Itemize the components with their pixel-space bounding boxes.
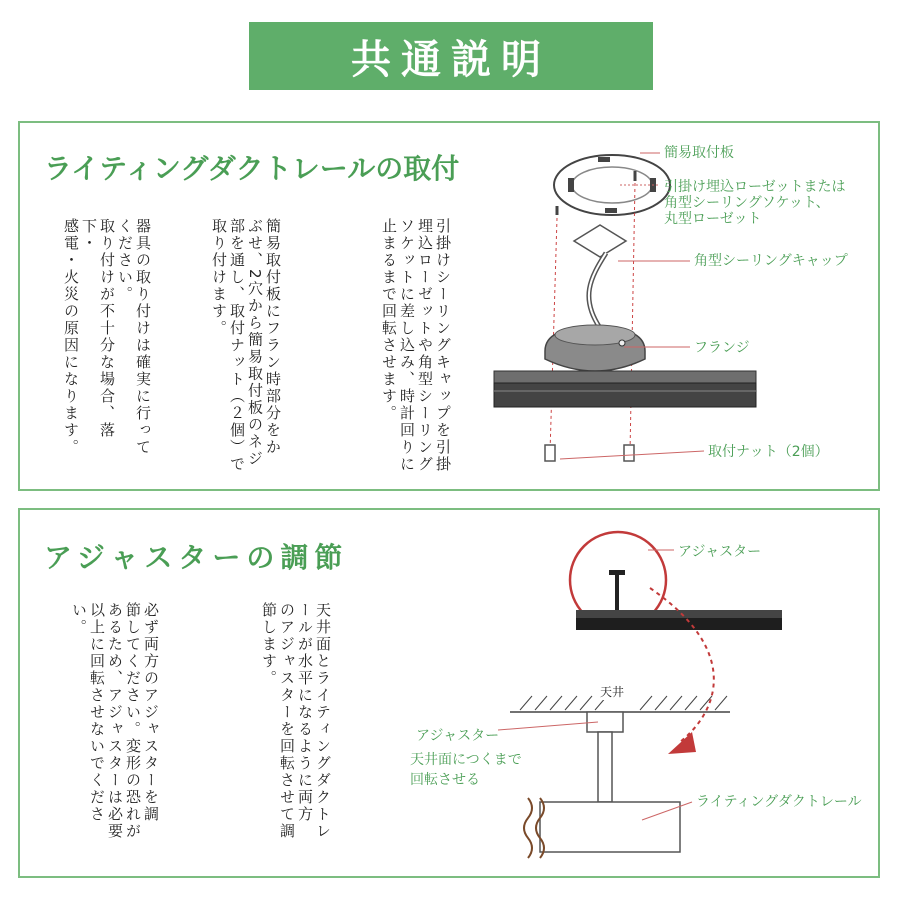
label-rosette: 引掛け埋込ローゼットまたは bbox=[664, 179, 846, 195]
arrow-head-icon bbox=[668, 732, 696, 754]
nut-icon bbox=[545, 445, 634, 461]
section2-title: アジャスターの調節 bbox=[44, 541, 349, 574]
label-nut: 取付ナット（2個） bbox=[708, 444, 829, 460]
label-plate: 簡易取付板 bbox=[664, 145, 734, 161]
adjuster-bolt-icon bbox=[609, 570, 625, 614]
label-ceiling: 天井 bbox=[600, 685, 625, 699]
label-adjuster: アジャスター bbox=[416, 728, 500, 744]
rail-installation-diagram bbox=[20, 123, 878, 489]
label-rotate: 天井面につくまで bbox=[410, 752, 522, 768]
label-adjuster-top: アジャスター bbox=[678, 544, 762, 560]
label-rail: ライティングダクトレール bbox=[696, 794, 862, 810]
section1-title: ライティングダクトレールの取付 bbox=[44, 152, 460, 185]
section2-step-text: 天井面とライティングダクトレ ールが水平になるように両方 のアジャスターを回転させて調 節します。 bbox=[260, 602, 332, 840]
label-rosette: 角型シーリングソケット、 bbox=[664, 195, 830, 211]
header-title: 共通説明 bbox=[351, 36, 551, 83]
label-rosette: 丸型ローゼット bbox=[664, 211, 762, 227]
ceiling-cap-icon bbox=[574, 225, 626, 328]
rail-section-icon bbox=[524, 798, 680, 858]
duct-rail-icon bbox=[494, 371, 756, 407]
section-rail-installation bbox=[18, 121, 880, 491]
label-ceiling-cap: 角型シーリングキャップ bbox=[694, 253, 848, 269]
header-banner bbox=[249, 22, 653, 90]
section1-warning-text: 器具の取り付けは確実に行って ください。 取り付けが不十分な場合、落下・ 感電・火災の原因になります。 bbox=[62, 218, 152, 456]
adjuster-diagram bbox=[20, 510, 878, 876]
adjuster-icon bbox=[587, 712, 623, 802]
rail-icon bbox=[576, 610, 782, 630]
section-adjuster bbox=[18, 508, 880, 878]
label-flange: フランジ bbox=[694, 340, 750, 356]
section2-warning-text: 必ず両方のアジャスターを調 節してください。変形の恐れが あるため、アジャスターは必要 以上に回転させないでくださ い。 bbox=[70, 602, 160, 840]
flange-icon bbox=[545, 325, 645, 371]
section1-step-text: 引掛けシーリングキャップを引掛 埋込ローゼットや角型シーリング ソケットに差し込み、時計回りに 止まるまで回転させます。 bbox=[380, 218, 452, 473]
label-rotate: 回転させる bbox=[410, 772, 480, 788]
section1-step-text: 簡易取付板にフラン時部分をか ぶせ、2穴から簡易取付板のネジ 部を通し、取付ナット（２個）で 取り付けます。 bbox=[210, 218, 282, 473]
